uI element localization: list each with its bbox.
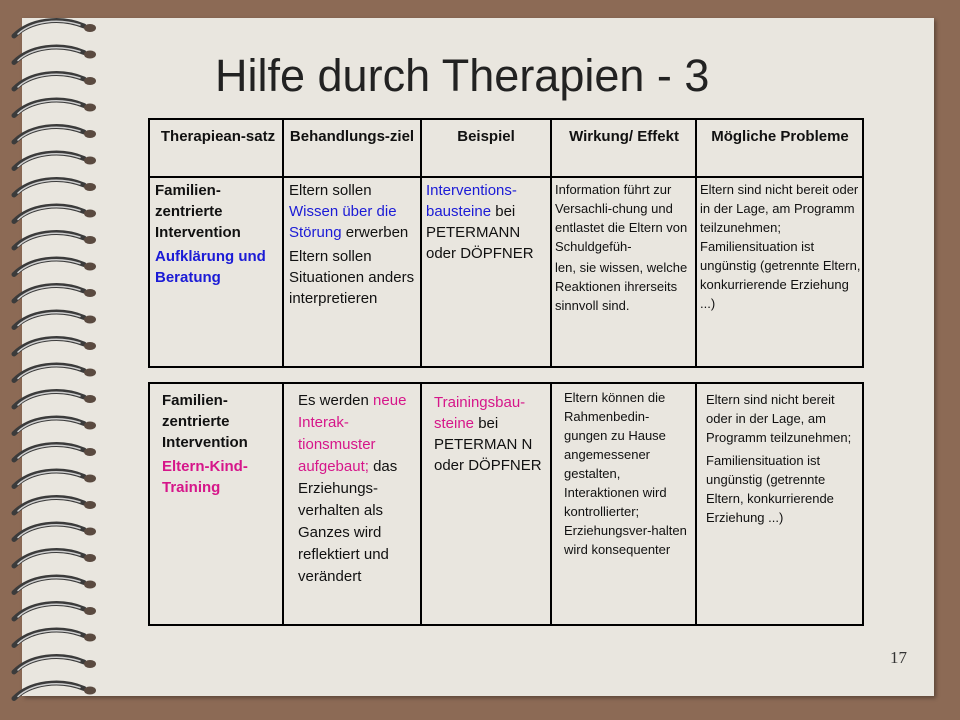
t1-ansatz-title: Familien-zentrierte Intervention [155, 182, 241, 241]
spiral-hole [84, 395, 96, 403]
t1-wirkung-text-2: len, sie wissen, welche Reaktionen ihrerseits sinnvoll sind. [555, 260, 688, 313]
t2-ansatz-cell [162, 390, 280, 498]
spiral-binding [0, 0, 120, 720]
t1-ziel-text-b: Wissen über die Störung [289, 203, 397, 241]
t1-wirkung-cell [555, 180, 697, 315]
t2-ansatz-title: Familien-zentrierte Intervention [162, 392, 248, 451]
spiral-hole [84, 687, 96, 695]
spiral-hole [84, 130, 96, 138]
spiral-hole [84, 210, 96, 218]
t1-ziel-text-c: erwerben [341, 224, 409, 241]
t2-beispiel-cell [434, 392, 546, 476]
spiral-hole [84, 236, 96, 244]
spiral-hole [84, 157, 96, 165]
spiral-hole [84, 24, 96, 32]
t1-beispiel-a: Interventions-bausteine [426, 182, 517, 220]
header-behandlungsziel: Behandlungs-ziel [289, 128, 415, 145]
t2-beispiel-a: Trainingsbau-steine [434, 394, 526, 432]
t2-ansatz-subtitle: Eltern-Kind-Training [162, 458, 248, 496]
t2-ziel-text-c: das Erziehungs-verhalten als Ganzes wird reflektiert und verändert [298, 458, 398, 585]
t2-ziel-cell [298, 390, 418, 588]
spiral-hole [84, 289, 96, 297]
spiral-hole [84, 475, 96, 483]
spiral-hole [84, 581, 96, 589]
t1-probleme-text: Eltern sind nicht bereit oder in der Lage, am Programm teilzunehmen; Familiensituation ist ungünstig (getrennte Eltern, konkurrierende Erziehung ...) [700, 182, 861, 311]
t1-ansatz-cell [155, 180, 280, 288]
spiral-hole [84, 51, 96, 59]
therapy-table-2 [148, 382, 864, 626]
spiral-hole [84, 660, 96, 668]
t1-probleme-cell [700, 180, 862, 313]
spiral-hole [84, 448, 96, 456]
t1-ziel-text-a: Eltern sollen [289, 182, 372, 199]
t1-ansatz-subtitle: Aufklärung und Beratung [155, 248, 266, 286]
spiral-hole [84, 422, 96, 430]
spiral-hole [84, 528, 96, 536]
therapy-table-1 [148, 118, 864, 368]
t2-probleme-cell [706, 390, 862, 527]
header-wirkung: Wirkung/ Effekt [569, 128, 679, 145]
t2-ziel-text-a: Es werden [298, 392, 374, 409]
spiral-hole [84, 342, 96, 350]
spiral-hole [84, 316, 96, 324]
spiral-hole [84, 183, 96, 191]
spiral-hole [84, 77, 96, 85]
t1-beispiel-cell [426, 180, 548, 264]
page-number: 17 [890, 648, 907, 667]
header-beispiel: Beispiel [457, 128, 515, 145]
t1-wirkung-text-1: Information führt zur Versachli-chung und entlastet die Eltern von Schuldgefüh- [555, 182, 688, 254]
header-probleme: Mögliche Probleme [711, 128, 849, 145]
t2-wirkung-text: Eltern können die Rahmenbedin-gungen zu Hause angemessener gestalten, Interaktionen wird kontrollierter; Erziehungsver-halten wird konsequenter [564, 390, 687, 557]
t2-ziel-text-b: neue Interak-tionsmuster aufgebaut; [298, 392, 407, 475]
spiral-hole [84, 634, 96, 642]
page-title: Hilfe durch Therapien - 3 [215, 50, 710, 101]
t2-probleme-text-2: Familiensituation ist ungünstig (getrennte Eltern, konkurrierende Erziehung ...) [706, 453, 834, 525]
t1-ziel-text-2: Eltern sollen Situationen anders interpretieren [289, 248, 415, 307]
t2-probleme-text-1: Eltern sind nicht bereit oder in der Lage, am Programm teilzunehmen; [706, 392, 852, 445]
spiral-hole [84, 554, 96, 562]
t1-ziel-cell [289, 180, 417, 309]
t2-beispiel-b: bei PETERMAN N oder DÖPFNER [434, 415, 542, 474]
spiral-hole [84, 607, 96, 615]
spiral-hole [84, 104, 96, 112]
t2-wirkung-cell [564, 388, 692, 559]
header-therapieansatz: Therapiean-satz [160, 128, 276, 145]
t1-beispiel-b: bei PETERMANN oder DÖPFNER [426, 203, 534, 262]
spiral-hole [84, 263, 96, 271]
spiral-hole [84, 501, 96, 509]
spiral-hole [84, 369, 96, 377]
